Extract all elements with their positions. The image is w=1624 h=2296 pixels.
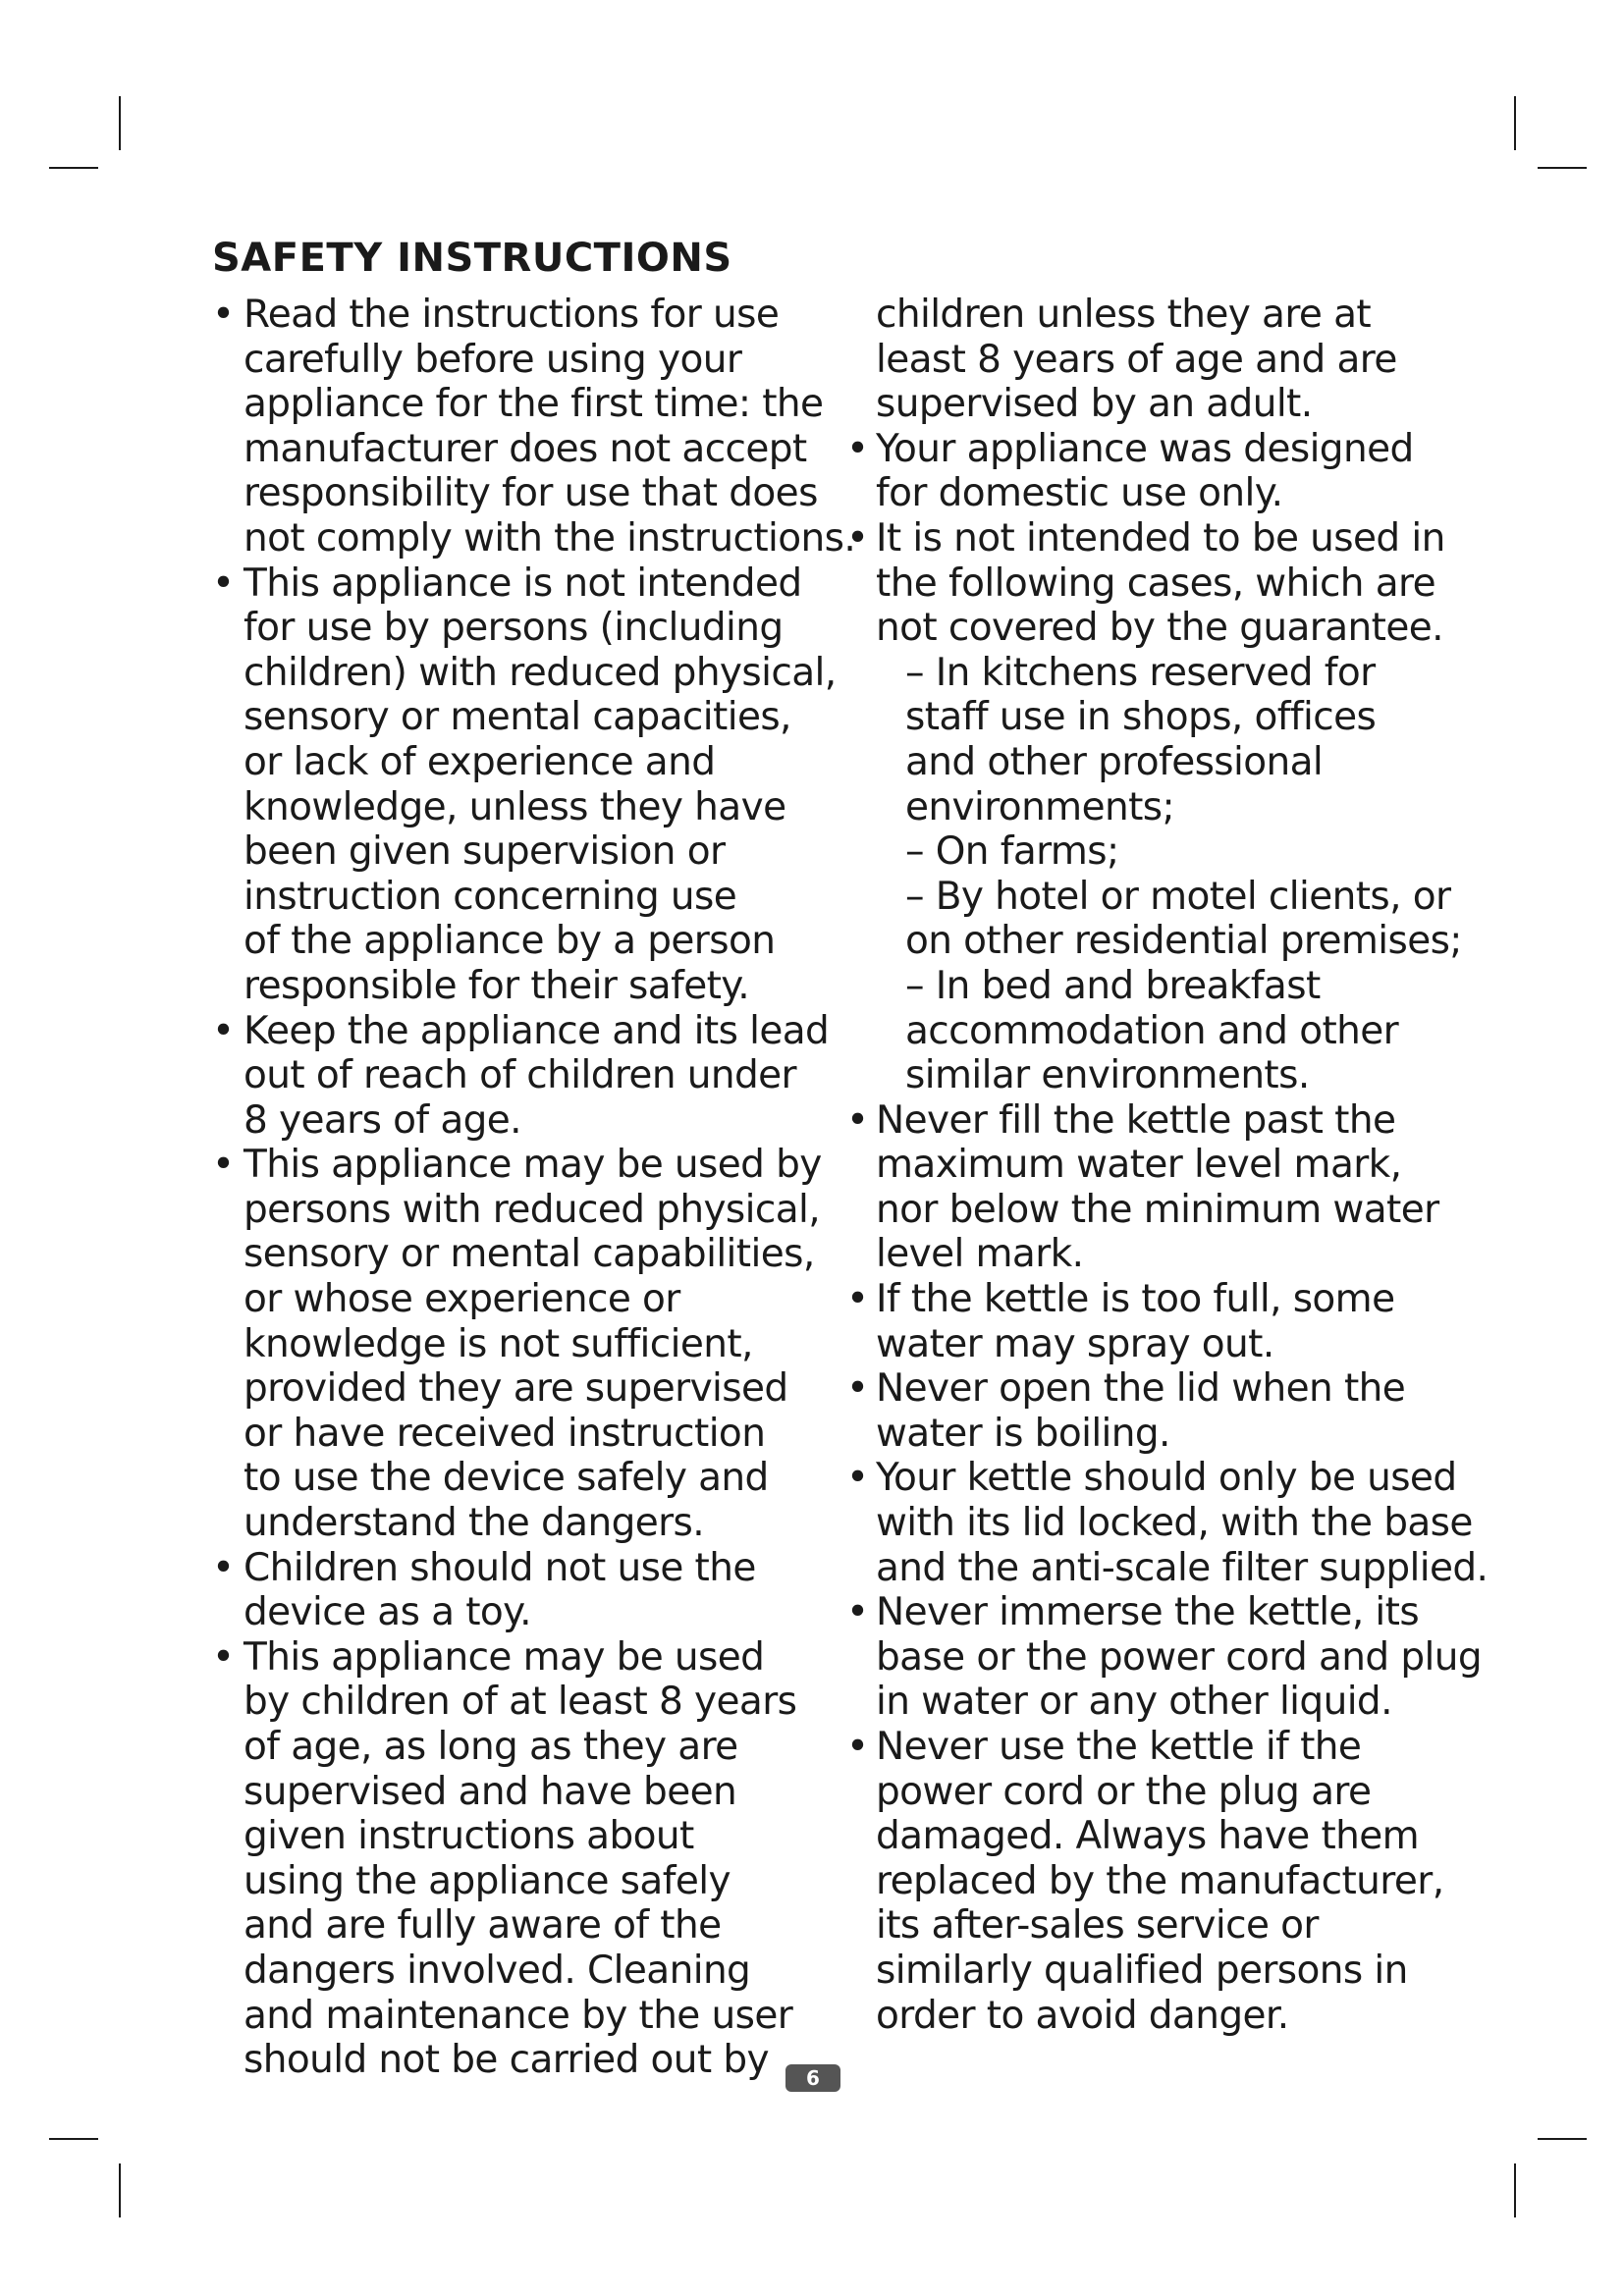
text-line: • Children should not use the xyxy=(244,1545,756,1590)
text-line: maximum water level mark, xyxy=(876,1143,1402,1188)
text-line: on other residential premises; xyxy=(905,919,1462,964)
text-line: knowledge, unless they have xyxy=(244,784,786,829)
text-line: given instructions about xyxy=(244,1814,694,1859)
text-line: – On farms; xyxy=(905,829,1119,875)
list-item xyxy=(212,1008,830,1144)
list-item xyxy=(212,1143,821,1545)
text-line: children unless they are at xyxy=(876,293,1372,337)
text-line: accommodation and other xyxy=(905,1008,1399,1053)
text-line: supervised by an adult. xyxy=(876,382,1313,427)
text-line: sensory or mental capacities, xyxy=(244,695,791,740)
text-line: provided they are supervised xyxy=(244,1366,788,1412)
text-line: staff use in shops, offices xyxy=(905,695,1377,740)
text-line: for domestic use only. xyxy=(876,471,1283,516)
text-line: should not be carried out by xyxy=(244,2038,770,2083)
text-line: least 8 years of age and are xyxy=(876,337,1397,382)
sub-list-item xyxy=(846,964,1455,1098)
text-line: appliance for the first time: the xyxy=(244,382,824,427)
crop-mark xyxy=(49,2138,98,2140)
text-line: – In bed and breakfast xyxy=(905,963,1321,1008)
text-line: 8 years of age. xyxy=(244,1097,521,1143)
safety-list-right xyxy=(846,293,1489,2038)
text-line: with its lid locked, with the base xyxy=(876,1501,1473,1546)
text-line: level mark. xyxy=(876,1232,1084,1277)
crop-mark xyxy=(1538,167,1587,169)
left-column xyxy=(212,293,856,2083)
text-line: • If the kettle is too full, some xyxy=(876,1277,1395,1322)
text-line: similarly qualified persons in xyxy=(876,1948,1408,1993)
crop-mark xyxy=(119,96,121,150)
list-item xyxy=(846,1098,1455,1277)
text-line: and the anti-scale filter supplied. xyxy=(876,1545,1489,1590)
text-line: order to avoid danger. xyxy=(876,1993,1289,2038)
text-line: environments; xyxy=(905,784,1175,829)
sub-list-item xyxy=(846,874,1462,964)
text-line: • Never open the lid when the xyxy=(876,1366,1406,1412)
text-line: – In kitchens reserved for xyxy=(905,650,1376,695)
list-item xyxy=(846,1725,1455,2038)
text-line: • Your kettle should only be used xyxy=(876,1456,1457,1501)
text-line: water is boiling. xyxy=(876,1411,1170,1456)
text-line: or have received instruction xyxy=(244,1411,766,1456)
text-line: for use by persons (including xyxy=(244,606,784,651)
text-line: – By hotel or motel clients, or xyxy=(905,874,1451,919)
text-line: not comply with the instructions. xyxy=(244,515,856,561)
crop-mark xyxy=(1538,2138,1587,2140)
text-line: and other professional xyxy=(905,739,1324,784)
text-line: and maintenance by the user xyxy=(244,1993,793,2038)
text-line: been given supervision or xyxy=(244,829,726,875)
text-line: of the appliance by a person xyxy=(244,919,776,964)
list-item xyxy=(212,561,837,1009)
page-title: SAFETY INSTRUCTIONS xyxy=(212,236,732,281)
text-line: in water or any other liquid. xyxy=(876,1680,1392,1725)
text-line: • This appliance is not intended xyxy=(244,561,802,606)
text-line: similar environments. xyxy=(905,1053,1310,1098)
text-line: to use the device safely and xyxy=(244,1456,769,1501)
sub-list-item xyxy=(846,829,1455,875)
text-line: persons with reduced physical, xyxy=(244,1187,821,1232)
sub-list-item xyxy=(846,651,1455,829)
crop-mark xyxy=(1514,96,1516,150)
text-line: carefully before using your xyxy=(244,337,742,382)
text-line: nor below the minimum water xyxy=(876,1187,1439,1232)
text-line: base or the power cord and plug xyxy=(876,1634,1483,1680)
crop-mark xyxy=(49,167,98,169)
text-line: its after-sales service or xyxy=(876,1903,1319,1949)
text-line: power cord or the plug are xyxy=(876,1769,1372,1814)
text-line: • Read the instructions for use xyxy=(244,293,780,337)
text-line: the following cases, which are xyxy=(876,561,1435,606)
text-line: not covered by the guarantee. xyxy=(876,606,1443,651)
text-line: • This appliance may be used xyxy=(244,1634,765,1680)
text-line: manufacturer does not accept xyxy=(244,426,807,471)
text-line: or lack of experience and xyxy=(244,739,716,784)
text-line: device as a toy. xyxy=(244,1590,531,1635)
text-line: dangers involved. Cleaning xyxy=(244,1948,751,1993)
text-line: sensory or mental capabilities, xyxy=(244,1232,815,1277)
text-line: • Keep the appliance and its lead xyxy=(244,1008,830,1053)
page-number-badge: 6 xyxy=(785,2064,840,2092)
text-line: understand the dangers. xyxy=(244,1501,705,1546)
text-line: • Never immerse the kettle, its xyxy=(876,1590,1420,1635)
text-line: • Never use the kettle if the xyxy=(876,1725,1362,1769)
text-line: of age, as long as they are xyxy=(244,1725,738,1769)
text-line: damaged. Always have them xyxy=(876,1814,1420,1859)
text-line: responsible for their safety. xyxy=(244,963,750,1008)
text-line: • Your appliance was designed xyxy=(876,426,1414,471)
text-line: by children of at least 8 years xyxy=(244,1680,797,1725)
right-column xyxy=(846,293,1489,2038)
text-line: or whose experience or xyxy=(244,1277,680,1322)
text-line: and are fully aware of the xyxy=(244,1903,722,1949)
crop-mark xyxy=(119,2163,121,2217)
list-item xyxy=(846,1456,1489,1590)
text-line: water may spray out. xyxy=(876,1321,1274,1366)
list-item xyxy=(212,1635,821,2083)
text-line: • It is not intended to be used in xyxy=(876,515,1445,561)
text-line: • This appliance may be used by xyxy=(244,1143,822,1188)
list-item xyxy=(846,1590,1483,1725)
text-line: children) with reduced physical, xyxy=(244,650,837,695)
continued-list-item xyxy=(846,293,1455,427)
safety-list-left xyxy=(212,293,856,2083)
text-line: knowledge is not sufficient, xyxy=(244,1321,753,1366)
crop-mark xyxy=(1514,2163,1516,2217)
text-line: responsibility for use that does xyxy=(244,471,818,516)
text-line: using the appliance safely xyxy=(244,1858,731,1903)
list-item xyxy=(846,427,1455,516)
text-line: supervised and have been xyxy=(244,1769,737,1814)
list-item xyxy=(846,1277,1455,1366)
text-line: replaced by the manufacturer, xyxy=(876,1858,1444,1903)
list-item xyxy=(846,516,1455,651)
list-item xyxy=(212,293,856,561)
text-line: • Never fill the kettle past the xyxy=(876,1097,1396,1143)
list-item xyxy=(846,1366,1455,1456)
text-line: out of reach of children under xyxy=(244,1053,796,1098)
list-item xyxy=(212,1546,821,1635)
text-line: instruction concerning use xyxy=(244,874,737,919)
